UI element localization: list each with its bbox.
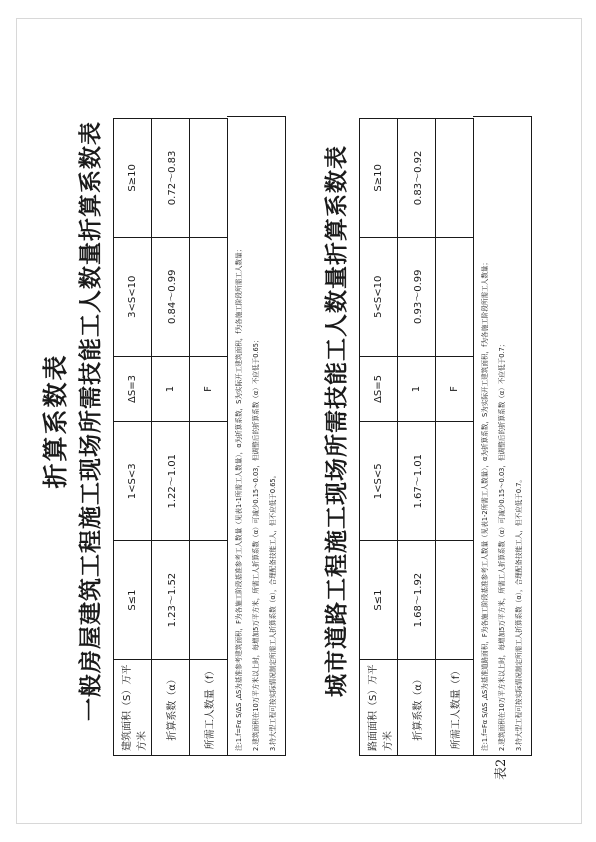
- table-cell: [436, 422, 474, 541]
- table-cell: [436, 541, 474, 660]
- table-cell: [190, 237, 228, 356]
- table-cell: 0.93～0.99: [398, 237, 436, 356]
- table-cell: S≥10: [360, 119, 398, 238]
- table-label: 表2: [494, 758, 509, 780]
- table-cell: [190, 541, 228, 660]
- table-cell: 1<S<5: [360, 422, 398, 541]
- table-row: [398, 119, 436, 756]
- table-cell: 3<S<10: [114, 237, 152, 356]
- section2-table: [359, 118, 474, 756]
- table-cell: [190, 422, 228, 541]
- table-cell: 1.23～1.52: [152, 541, 190, 660]
- note-line: 2.建筑面积在10万平方米以上时，每增加5万平方米，所需工人折算系数（α）可减少0.15～0.03，但调整后的折算系数（α）不应低于0.65；: [252, 336, 260, 751]
- note-line: 注:1.f=Fα S/ΔS ,ΔS为基准参考建筑面积，F为各施工阶段基准参考工人数量（见表1-1所需工人数量），α为折算系数，S为实际开工建筑面积，f为各施工阶段所需工人数量；: [235, 245, 243, 751]
- section1-title: 一般房屋建筑工程施工现场所需技能工人数量折算系数表: [77, 121, 104, 721]
- table-cell: ΔS=5: [360, 356, 398, 422]
- table-cell: S≥10: [114, 119, 152, 238]
- table-cell: 0.83～0.92: [398, 119, 436, 238]
- table-row: [360, 119, 398, 756]
- note-line: 注:1.f=Fα S/ΔS ,ΔS为基准道路面积，F为各施工阶段基准参考工人数量（见表1-2所需工人数量），α为折算系数，S为实际开工建筑面积，f为各施工阶段所需工人数量；: [481, 258, 489, 751]
- table-cell: 路面面积（S）万平方米: [360, 660, 398, 756]
- main-title: 折算系数表: [41, 353, 70, 489]
- note-line: 2.建筑面积在10万平方米以上时，每增加5万平方米，所需工人折算系数（α）可减少0.15～0.03，但调整后的折算系数（α）不应低于0.7；: [498, 340, 506, 751]
- table-cell: F: [436, 356, 474, 422]
- table-cell: 1: [152, 356, 190, 422]
- section1-notes: [227, 116, 286, 756]
- table-row: [152, 119, 190, 756]
- section1-table: [113, 118, 228, 756]
- table-cell: 1: [398, 356, 436, 422]
- table-cell: [190, 119, 228, 238]
- table-cell: 建筑面积（S）万平方米: [114, 660, 152, 756]
- table-row: [114, 119, 152, 756]
- table-cell: 折算系数（α）: [152, 660, 190, 756]
- table-cell: 1.68～1.92: [398, 541, 436, 660]
- table-cell: 5<S<10: [360, 237, 398, 356]
- table-cell: 0.84～0.99: [152, 237, 190, 356]
- table-cell: S≤1: [360, 541, 398, 660]
- section2-notes: [473, 116, 532, 756]
- table-cell: F: [190, 356, 228, 422]
- table-cell: 折算系数（α）: [398, 660, 436, 756]
- table-cell: 所需工人数量（f）: [436, 660, 474, 756]
- table-cell: 1<S<3: [114, 422, 152, 541]
- section2-title: 城市道路工程施工现场所需技能工人数量折算系数表: [323, 145, 350, 697]
- table-cell: 1.22～1.01: [152, 422, 190, 541]
- table-row: [436, 119, 474, 756]
- note-line: 3.特大型工程可按实际情况制定所需工人折算系数（α），合理配备技能工人，但不应低于0.65。: [269, 471, 277, 751]
- table-cell: [436, 237, 474, 356]
- table-cell: S≤1: [114, 541, 152, 660]
- table-cell: [436, 119, 474, 238]
- table-cell: 1.67～1.01: [398, 422, 436, 541]
- table-cell: 所需工人数量（f）: [190, 660, 228, 756]
- table-cell: 0.72～0.83: [152, 119, 190, 238]
- table-cell: ΔS=3: [114, 356, 152, 422]
- note-line: 3.特大型工程可按实际情况制定所需工人折算系数（α），合理配备技能工人，但不应低于0.7。: [515, 476, 523, 751]
- table-row: [190, 119, 228, 756]
